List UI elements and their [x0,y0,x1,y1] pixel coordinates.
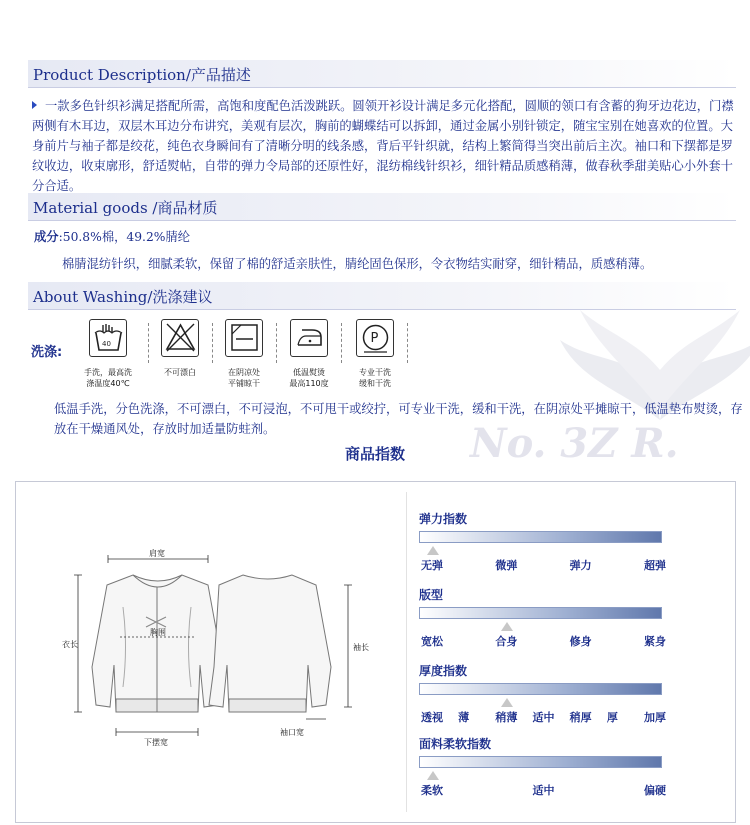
meter-label: 稍薄 [495,711,518,724]
wash-symbol-dry-clean [346,319,404,389]
wash-symbol-low-iron [280,319,338,389]
meter-label: 柔软 [421,784,443,797]
meter-marker [427,771,439,780]
meter-label: 修身 [569,635,592,648]
composition-label: 成分 [34,229,59,244]
washing-label: 洗涤: [31,345,63,360]
description-text: 一款多色针织衫满足搭配所需，高饱和度配色活泼跳跃。圆领开衫设计满足多元化搭配，圆顺的领口有含蓄的狗牙边花边，门襟两侧有木耳边，双层木耳边分布讲究，美观有层次，胸前的蝴蝶结可以拆卸，通过金属小别针锁定，随宝宝别在她喜欢的位置。大身前片与袖子都是绞花，纯色衣身瞬间有了清晰分明的线条感，背后平针织就，结构上繁简得当突出前后主次。袖口和下摆都是罗纹收边，收束廓形，舒适熨帖，自带的弹力令局部的还原性好，混纺棉线针织衫，细针精品质感稍薄，做春秋季甜美贴心小外套十分合适。 [32,99,734,193]
wash-divider [276,323,277,363]
material-section-bar [28,193,736,221]
washing-text: 低温手洗，分色洗涤，不可漂白，不可浸泡，不可甩干或绞拧，可专业干洗，缓和干洗，在阴凉处平摊晾干，低温垫布熨烫，存放在干燥通风处，存放时加适量防蛀剂。 [54,402,743,436]
wash-text-line2: 最高110度 [289,379,329,388]
meter-label: 偏硬 [644,784,666,797]
panel-divider [406,492,407,812]
bullet-arrow-icon [32,101,37,109]
meter-title: 弹力指数 [419,512,468,526]
description-heading: Product Description/产品描述 [33,66,251,84]
background-watermark: No. 3Z R. [470,420,679,467]
meter-label: 加厚 [644,711,666,724]
dim-label-shoulder: 肩宽 [149,549,165,558]
wash-divider [212,323,213,363]
meter-title: 面料柔软指数 [419,737,492,751]
professional-dry-clean-icon [356,319,394,357]
wash-text-line1: 不可漂白 [164,368,196,377]
wash-divider [148,323,149,363]
material-heading: Material goods /商品材质 [33,199,218,217]
wash-text-line2: 平铺晾干 [228,379,260,388]
meter-label: 无弹 [421,559,443,572]
meter-bar [419,756,662,768]
wash-text-line1: 在阴凉处 [228,368,260,377]
dry-flat-shade-icon [225,319,263,357]
description-section-bar [28,60,736,88]
wash-text-line1: 专业干洗 [359,368,391,377]
wash-symbol-dry-flat [215,319,273,389]
no-bleach-icon [161,319,199,357]
garment-size-diagram [48,547,378,797]
meter-label: 弹力 [569,559,592,572]
meter-title: 版型 [419,588,444,602]
wash-text-line1: 低温熨烫 [293,368,325,377]
washing-heading: About Washing/洗涤建议 [33,288,213,306]
wash-text-line1: 手洗，最高洗 [84,368,132,377]
wash-symbol-no-bleach [151,319,209,378]
dim-label-cuff: 袖口宽 [280,728,304,737]
meter-label: 宽松 [421,635,443,648]
meter-bar [419,683,662,695]
material-composition [34,227,734,247]
description-text-block [32,96,740,196]
meter-label: 透视 [421,711,443,724]
dim-label-hem: 下摆宽 [144,738,168,747]
cardigan-front-drawing [92,575,223,712]
wash-divider [341,323,342,363]
meter-label: 厚 [606,711,618,724]
meter-marker [501,698,513,707]
cardigan-back-drawing [209,575,331,712]
composition-value: :50.8%棉，49.2%腈纶 [58,230,191,244]
index-title: 商品指数 [344,445,405,463]
meter-label: 适中 [532,784,555,797]
meter-title: 厚度指数 [419,664,468,678]
meter-label: 超弹 [644,559,666,572]
low-iron-icon [290,319,328,357]
meter-label: 稍厚 [569,711,592,724]
meter-bar [419,531,662,543]
material-text: 棉腈混纺针织，细腻柔软，保留了棉的舒适亲肤性，腈纶固色保形，令衣物结实耐穿，细针精品，质感稍薄。 [62,257,653,271]
meter-label: 薄 [458,711,470,724]
dim-label-sleeve: 袖长 [353,643,369,652]
wash-text-line2: 缓和干洗 [359,379,391,388]
svg-text:40: 40 [101,340,111,348]
meter-bar [419,607,662,619]
meter-label: 合身 [495,635,518,648]
meter-marker [427,546,439,555]
dim-label-length: 衣长 [62,640,78,649]
index-panel [15,481,736,823]
wash-symbol-hand-wash [79,319,137,389]
meter-label: 适中 [532,711,555,724]
wash-divider [407,323,408,363]
svg-text:P: P [370,331,378,346]
meter-label: 紧身 [644,635,666,648]
meter-label: 微弹 [495,559,518,572]
meter-marker [501,622,513,631]
wash-text-line2: 涤温度40℃ [86,379,130,388]
hand-wash-icon [89,319,127,357]
dim-label-chest: 胸围 [150,628,166,637]
